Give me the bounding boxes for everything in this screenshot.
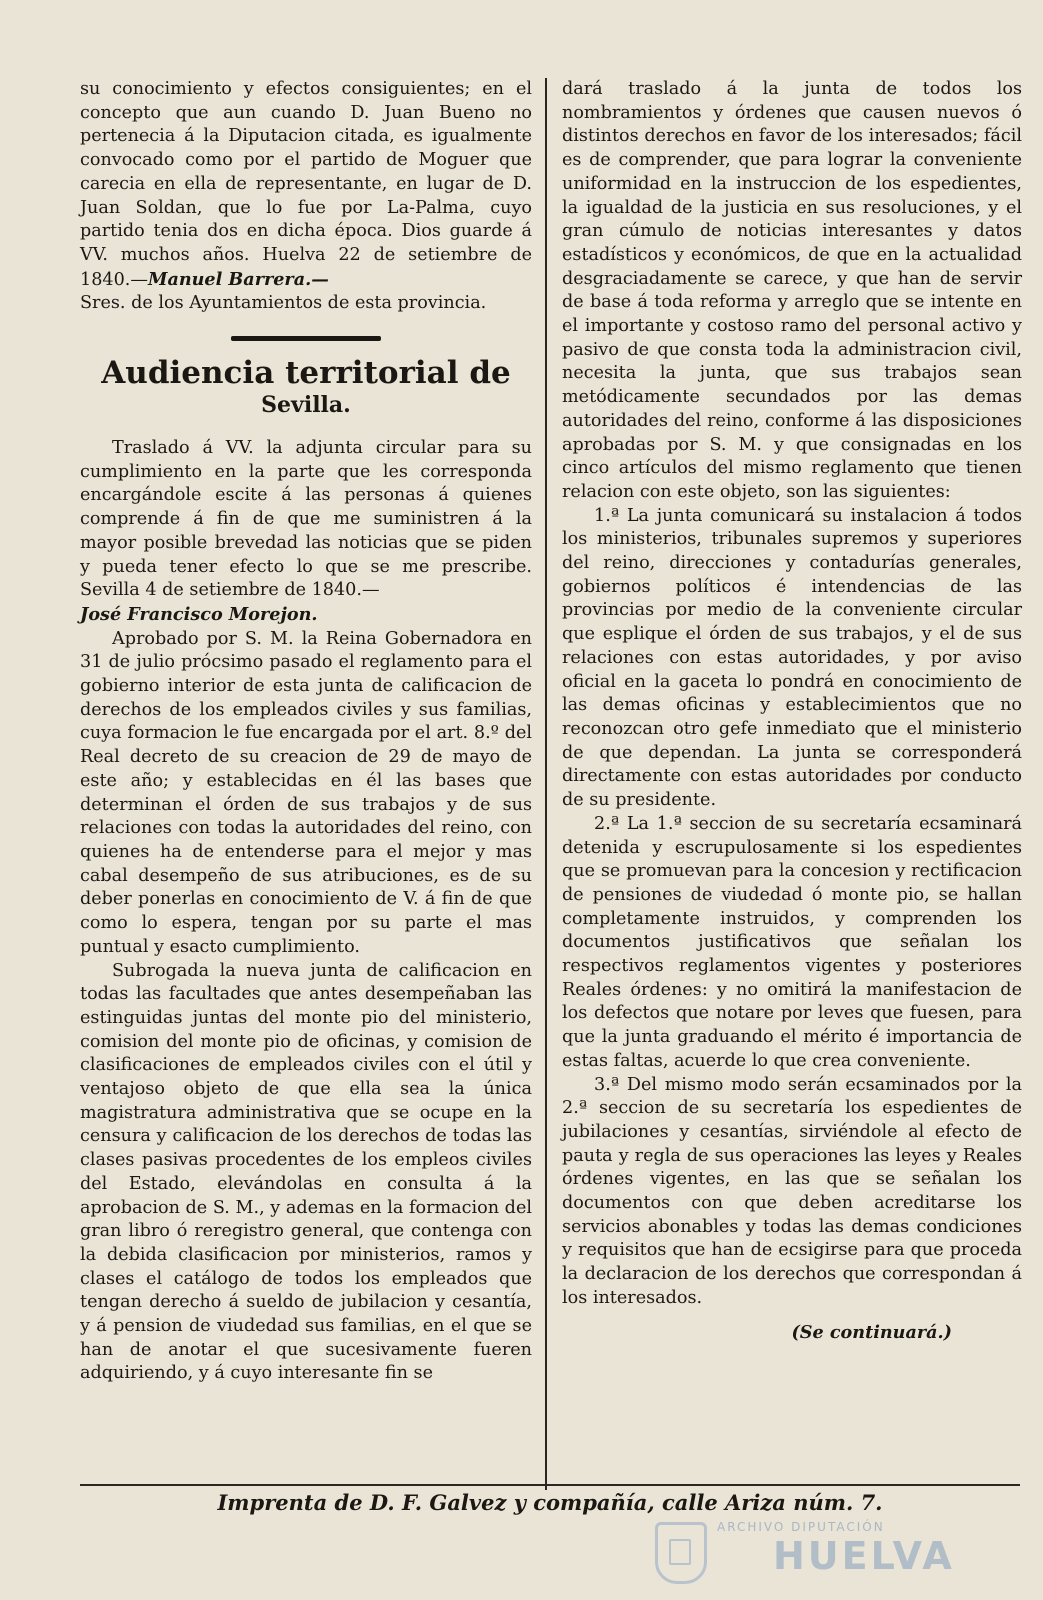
article-3: 3.ª Del mismo modo serán ecsaminados por la 2.ª seccion de su secretaría los espedientes de jubilaciones y cesantías, sirviéndole al efecto de pauta y regla de sus operaciones las leyes y Reales órdenes vigentes, en las que se señalan los documentos con que deben acreditarse los servicios abonables y todas las demas condiciones y requisitos que han de ecsigirse para que proceda la declaracion de los derechos que correspondan á los interesados. [562, 1074, 1022, 1308]
column-divider [545, 78, 547, 1490]
traslado-signature: José Francisco Morejon. [80, 603, 318, 625]
article-1: 1.ª La junta comunicará su instalacion á todos los ministerios, tribunales supremos y superiores del reino, direcciones y contadurías generales, gobiernos políticos é intendencias de las provincias por medio de la conveniente circular que esplique el órden de sus trabajos, y el de sus relaciones con estas autoridades, y por aviso oficial en la gaceta lo pondrá en conocimiento de las demas oficinas y establecimientos que no reconozcan otro gefe inmediato que el ministerio de que dependan. La junta se corresponderá directamente con estas autoridades por conducto de su presidente. [562, 505, 1022, 811]
traslado-paragraph: Traslado á VV. la adjunta circular para su cumplimiento en la parte que les corresponda encargándole escite á las personas á quienes comprende á fin de que me suministren á la mayor posible brevedad las noticias que se piden y pueda tener efecto lo que se me prescribe. Sevilla 4 de setiembre de 1840.— [80, 438, 532, 601]
intro-signature: Manuel Barrera.— [147, 268, 329, 290]
intro-closing: Sres. de los Ayuntamientos de esta provincia. [80, 293, 487, 314]
article-2: 2.ª La 1.ª seccion de su secretaría ecsaminará detenida y escrupulosamente si los espedientes que se promuevan para la concesion y rectificacion de pensiones de viudedad ó monte pio, se hallan completamente instruidos, y comprenden los documentos justificativos que señalan los respectivos reglamentos vigentes y posteriores Reales órdenes: y no omitirá la manifestacion de los defectos que notare por leves que fuesen, para que la junta graduando el mérito é importancia de estas faltas, acuerde lo que crea conveniente. [562, 813, 1022, 1071]
crest-icon [655, 1522, 707, 1584]
right-column [562, 78, 1022, 1344]
subrogada-paragraph: Subrogada la nueva junta de calificacion en todas las facultades que antes desempeñaban las estinguidas juntas del monte pio del ministerio, comision del monte pio de oficinas, y comision de clasificaciones de empleados civiles con el útil y ventajoso objeto de que ella sea la única magistratura administrativa que se ocupe en la censura y calificacion de los derechos de todas las clases pasivas procedentes de los empleos civiles del Estado, elevándolas en consulta á la aprobacion de S. M., y ademas en la formacion del gran libro ó reregistro general, que contenga con la debida clasificacion por ministerios, ramos y clases el catálogo de todos los empleados que tengan derecho á sueldo de jubilacion y cesantía, y á pension de viudedad sus familias, en el que se han de anotar el que sucesivamente fueren adquiriendo, y á cuyo interesante fin se [80, 960, 532, 1384]
section-title: Audiencia territorial de [101, 355, 511, 392]
intro-paragraph: su conocimiento y efectos consiguientes; en el concepto que aun cuando D. Juan Bueno no pertenecia á la Diputacion citada, es igualmente convocado como por el partido de Moguer que carecia en ella de representante, en lugar de D. Juan Soldan, que lo fue por La-Palma, cuyo partido tenia dos en dicha época. Dios guarde á VV. muchos años. Huelva 22 de setiembre de 1840.— [80, 79, 532, 290]
archive-watermark [655, 1520, 965, 1580]
crest-inner-icon [669, 1539, 691, 1565]
imprint-line: Imprenta de D. F. Galvez y compañía, calle Ariza núm. 7. [217, 1490, 883, 1515]
continuation-paragraph: dará traslado á la junta de todos los nombramientos y órdenes que causen nuevos ó distintos derechos en favor de los interesados; fácil es de comprender, que para lograr la conveniente uniformidad en la instruccion de los espedientes, la igualdad de la justicia en sus resoluciones, y el gran cúmulo de noticias interesantes y datos estadísticos y económicos, de que en la actualidad desgraciadamente se carece, y que han de servir de base á toda reforma y arreglo que se intente en el importante y costoso ramo del personal activo y pasivo de que consta toda la administracion civil, necesita la junta, que sus trabajos sean metódicamente secundados por las demas autoridades del reino, conforme á las disposiciones aprobadas por S. M. y que consignadas en los cinco artículos del mismo reglamento que tienen relacion con este objeto, son las siguientes: [562, 79, 1022, 502]
continued-note: (Se continuará.) [791, 1321, 952, 1343]
aprobado-paragraph: Aprobado por S. M. la Reina Gobernadora en 31 de julio prócsimo pasado el reglamento para el gobierno interior de esta junta de calificacion de derechos de los empleados civiles y sus familias, cuya formacion le fue encargada por el art. 8.º del Real decreto de su creacion de 29 de mayo de este año; y establecidas en él las bases que determinan el órden de sus trabajos y de sus relaciones con todas la autoridades del reino, con quienes ha de entenderse para el mejor y mas cabal desempeño de sus atribuciones, es de su deber ponerlas en conocimiento de V. á fin de que como lo espera, tengan por su parte el mas puntual y esacto cumplimiento. [80, 628, 532, 957]
section-subtitle: Sevilla. [261, 392, 351, 419]
section-divider [231, 336, 381, 341]
footer-rule [80, 1484, 1020, 1486]
left-column [80, 78, 532, 1386]
watermark-big-text: HUELVA [773, 1534, 955, 1578]
watermark-small-text: ARCHIVO DIPUTACIÓN [717, 1520, 885, 1534]
